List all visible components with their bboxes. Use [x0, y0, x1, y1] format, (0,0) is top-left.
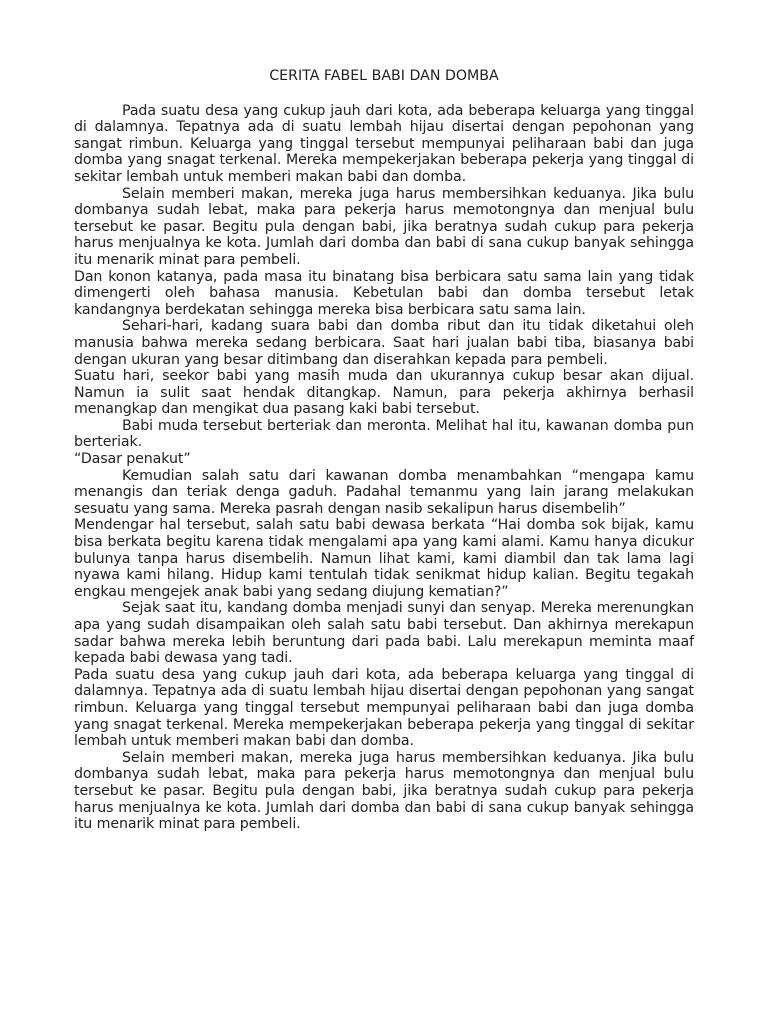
paragraph: “Dasar penakut” [74, 451, 191, 468]
document-page [74, 68, 694, 833]
paragraph: Selain memberi makan, mereka juga harus membersihkan keduanya. Jika bulu dombanya sudah lebat, maka para pekerja harus memotongnya dan menjual bulu tersebut ke pasar. Begitu pula dengan babi, jika beratnya sudah cukup para pekerja harus menjualnya ke kota. Jumlah dari domba dan babi di sana cukup banyak sehingga itu menarik minat para pembeli. [74, 749, 694, 833]
document-title: CERITA FABEL BABI DAN DOMBA [269, 68, 499, 84]
paragraph: Kemudian salah satu dari kawanan domba menambahkan “mengapa kamu menangis dan teriak denga gaduh. Padahal temanmu yang lain jarang melakukan sesuatu yang sama. Mereka pasrah dengan nasib sekalipun harus disembelih” [74, 467, 694, 517]
paragraph: Pada suatu desa yang cukup jauh dari kota, ada beberapa keluarga yang tinggal di dalamnya. Tepatnya ada di suatu lembah hijau disertai dengan pepohonan yang sangat rimbun. Keluarga yang tinggal tersebut mempunyai peliharaan babi dan juga domba yang snagat terkenal. Mereka mempekerjakan beberapa pekerja yang tinggal di sekitar lembah untuk memberi makan babi dan domba. [74, 666, 694, 750]
paragraph: Babi muda tersebut berteriak dan meronta. Melihat hal itu, kawanan domba pun berteriak. [74, 417, 694, 451]
paragraph: Dan konon katanya, pada masa itu binatang bisa berbicara satu sama lain yang tidak dimengerti oleh bahasa manusia. Kebetulan babi dan domba tersebut letak kandangnya berdekatan sehingga mereka bisa berbicara satu sama lain. [74, 268, 694, 318]
paragraph: Selain memberi makan, mereka juga harus membersihkan keduanya. Jika bulu dombanya sudah lebat, maka para pekerja harus memotongnya dan menjual bulu tersebut ke pasar. Begitu pula dengan babi, jika beratnya sudah cukup para pekerja harus menjualnya ke kota. Jumlah dari domba dan babi di sana cukup banyak sehingga itu menarik minat para pembeli. [74, 185, 694, 268]
paragraph: Sehari-hari, kadang suara babi dan domba ribut dan itu tidak diketahui oleh manusia bahwa mereka sedang berbicara. Saat hari jualan babi tiba, biasanya babi dengan ukuran yang besar ditimbang dan diserahkan kepada para pembeli. [74, 318, 694, 368]
paragraph: Mendengar hal tersebut, salah satu babi dewasa berkata “Hai domba sok bijak, kamu bisa berkata begitu karena tidak mengalami apa yang kami alami. Kamu hanya dicukur bulunya tanpa harus disembelih. Namun lihat kami, kami diambil dan tak lama lagi nyawa kami hilang. Hidup kami tentulah tidak senikmat hidup kalian. Begitu tegakah engkau mengejek anak babi yang sedang diujung kematian?” [74, 517, 694, 600]
paragraph: Suatu hari, seekor babi yang masih muda dan ukurannya cukup besar akan dijual. Namun ia sulit saat hendak ditangkap. Namun, para pekerja akhirnya berhasil menangkap dan mengikat dua pasang kaki babi tersebut. [74, 368, 694, 418]
paragraph: Pada suatu desa yang cukup jauh dari kota, ada beberapa keluarga yang tinggal di dalamnya. Tepatnya ada di suatu lembah hijau disertai dengan pepohonan yang sangat rimbun. Keluarga yang tinggal tersebut mempunyai peliharaan babi dan juga domba yang snagat terkenal. Mereka mempekerjakan beberapa pekerja yang tinggal di sekitar lembah untuk memberi makan babi dan domba. [74, 102, 694, 185]
paragraph: Sejak saat itu, kandang domba menjadi sunyi dan senyap. Mereka merenungkan apa yang sudah disampaikan oleh salah satu babi tersebut. Dan akhirnya merekapun sadar bahwa mereka lebih beruntung dari pada babi. Lalu merekapun meminta maaf kepada babi dewasa yang tadi. [74, 600, 694, 667]
